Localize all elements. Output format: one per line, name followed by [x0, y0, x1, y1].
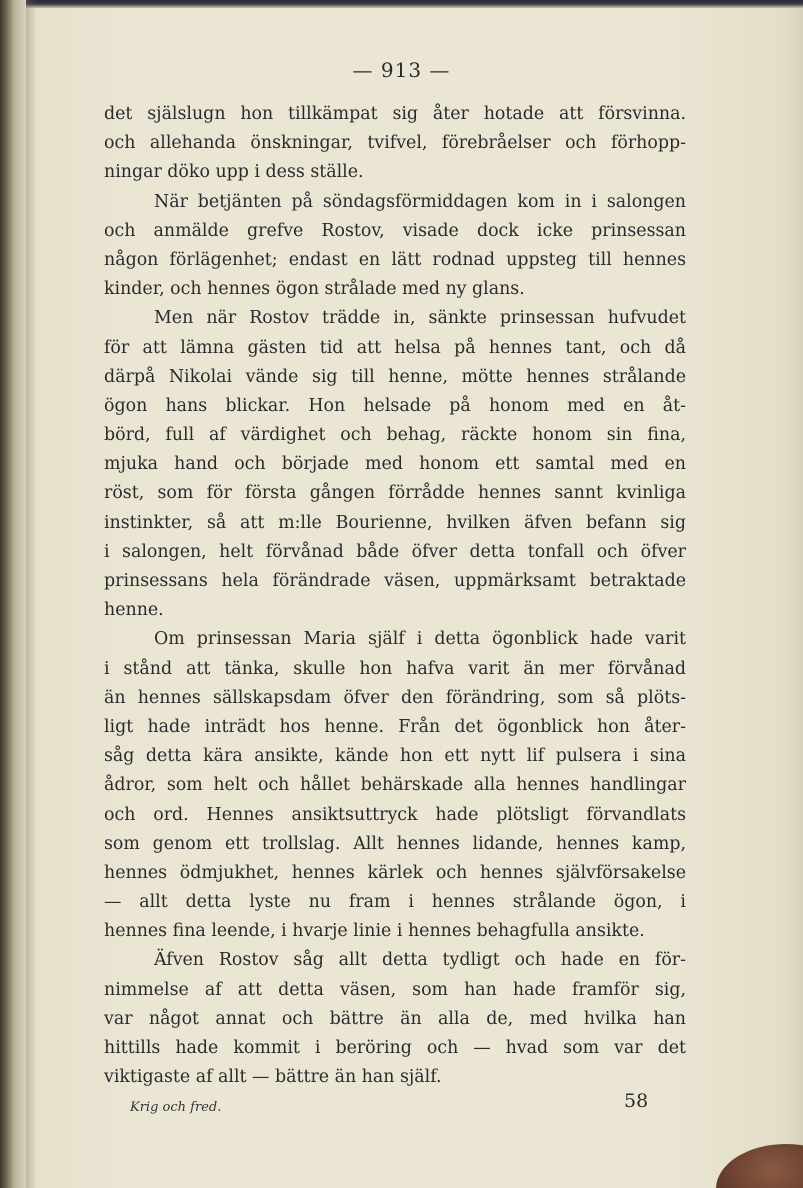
- text-line: mjuka hand och började med honom ett samtal med en: [104, 454, 686, 475]
- page-number: — 913 —: [352, 58, 451, 82]
- text-line: nimmelse af att detta väsen, som han hade framför sig,: [104, 979, 686, 1000]
- text-line: röst, som för första gången förrådde hennes sannt kvinliga: [104, 483, 686, 504]
- text-line: Om prinsessan Maria själf i detta ögonblick hade varit: [154, 629, 686, 650]
- text-line: hittills hade kommit i beröring och — hvad som var det: [104, 1038, 686, 1058]
- text-line: det själslugn hon tillkämpat sig åter hotade att försvinna.: [104, 104, 686, 124]
- text-line: börd, full af värdighet och behag, räckte honom sin fina,: [104, 425, 686, 446]
- text-line: hennes fina leende, i hvarje linie i hennes behagfulla ansikte.: [104, 921, 645, 942]
- text-line: och anmälde grefve Rostov, visade dock icke prinsessan: [104, 220, 686, 241]
- text-line: — allt detta lyste nu fram i hennes strålande ögon, i: [104, 892, 686, 913]
- text-line: Äfven Rostov såg allt detta tydligt och hade en för-: [154, 950, 686, 971]
- text-line: ligt hade inträdt hos henne. Från det ögonblick hon åter-: [104, 716, 686, 737]
- text-line: såg detta kära ansikte, kände hon ett nytt lif pulsera i sina: [104, 746, 686, 767]
- text-line: kinder, och hennes ögon strålade med ny glans.: [104, 279, 525, 300]
- text-line: någon förlägenhet; endast en lätt rodnad uppsteg till hennes: [104, 249, 686, 270]
- text-line: ådror, som helt och hållet behärskade alla hennes handlingar: [104, 775, 686, 796]
- text-line: var något annat och bättre än alla de, med hvilka han: [104, 1008, 686, 1029]
- signature-mark: 58: [624, 1090, 649, 1112]
- text-line: och ord. Hennes ansiktsuttryck hade plötsligt förvandlats: [104, 804, 686, 825]
- text-line: henne.: [104, 600, 164, 621]
- text-line: därpå Nikolai vände sig till henne, mötte hennes strålande: [104, 366, 686, 387]
- text-line: instinkter, så att m:lle Bourienne, hvilken äfven befann sig: [104, 512, 686, 533]
- text-line: för att lämna gästen tid att helsa på hennes tant, och då: [104, 337, 686, 358]
- text-line: ögon hans blickar. Hon helsade på honom med en åt-: [104, 395, 686, 416]
- text-line: hennes ödmjukhet, hennes kärlek och hennes självförsakelse: [104, 862, 686, 883]
- text-line: prinsessans hela förändrade väsen, uppmärksamt betraktade: [104, 571, 686, 591]
- text-line: viktigaste af allt — bättre än han själf.: [104, 1067, 442, 1088]
- book-binding: [0, 0, 26, 1188]
- text-line: När betjänten på söndagsförmiddagen kom in i salongen: [154, 191, 686, 212]
- body-text: [104, 100, 686, 1092]
- gutter-shadow: [26, 0, 36, 1188]
- text-line: som genom ett trollslag. Allt hennes lidande, hennes kamp,: [104, 833, 686, 854]
- text-line: ningar döko upp i dess ställe.: [104, 162, 364, 183]
- text-line: i salongen, helt förvånad både öfver detta tonfall och öfver: [104, 541, 686, 562]
- page-top-edge: [0, 0, 803, 8]
- footer-book-title: Krig och fred.: [130, 1100, 222, 1115]
- thumb-image: [716, 1144, 803, 1188]
- text-line: i stånd att tänka, skulle hon hafva varit än mer förvånad: [104, 658, 686, 679]
- text-line: och allehanda önskningar, tvifvel, förebråelser och förhopp-: [104, 133, 686, 154]
- text-line: Men när Rostov trädde in, sänkte prinsessan hufvudet: [154, 308, 686, 329]
- text-line: än hennes sällskapsdam öfver den förändring, som så plöts-: [104, 687, 686, 708]
